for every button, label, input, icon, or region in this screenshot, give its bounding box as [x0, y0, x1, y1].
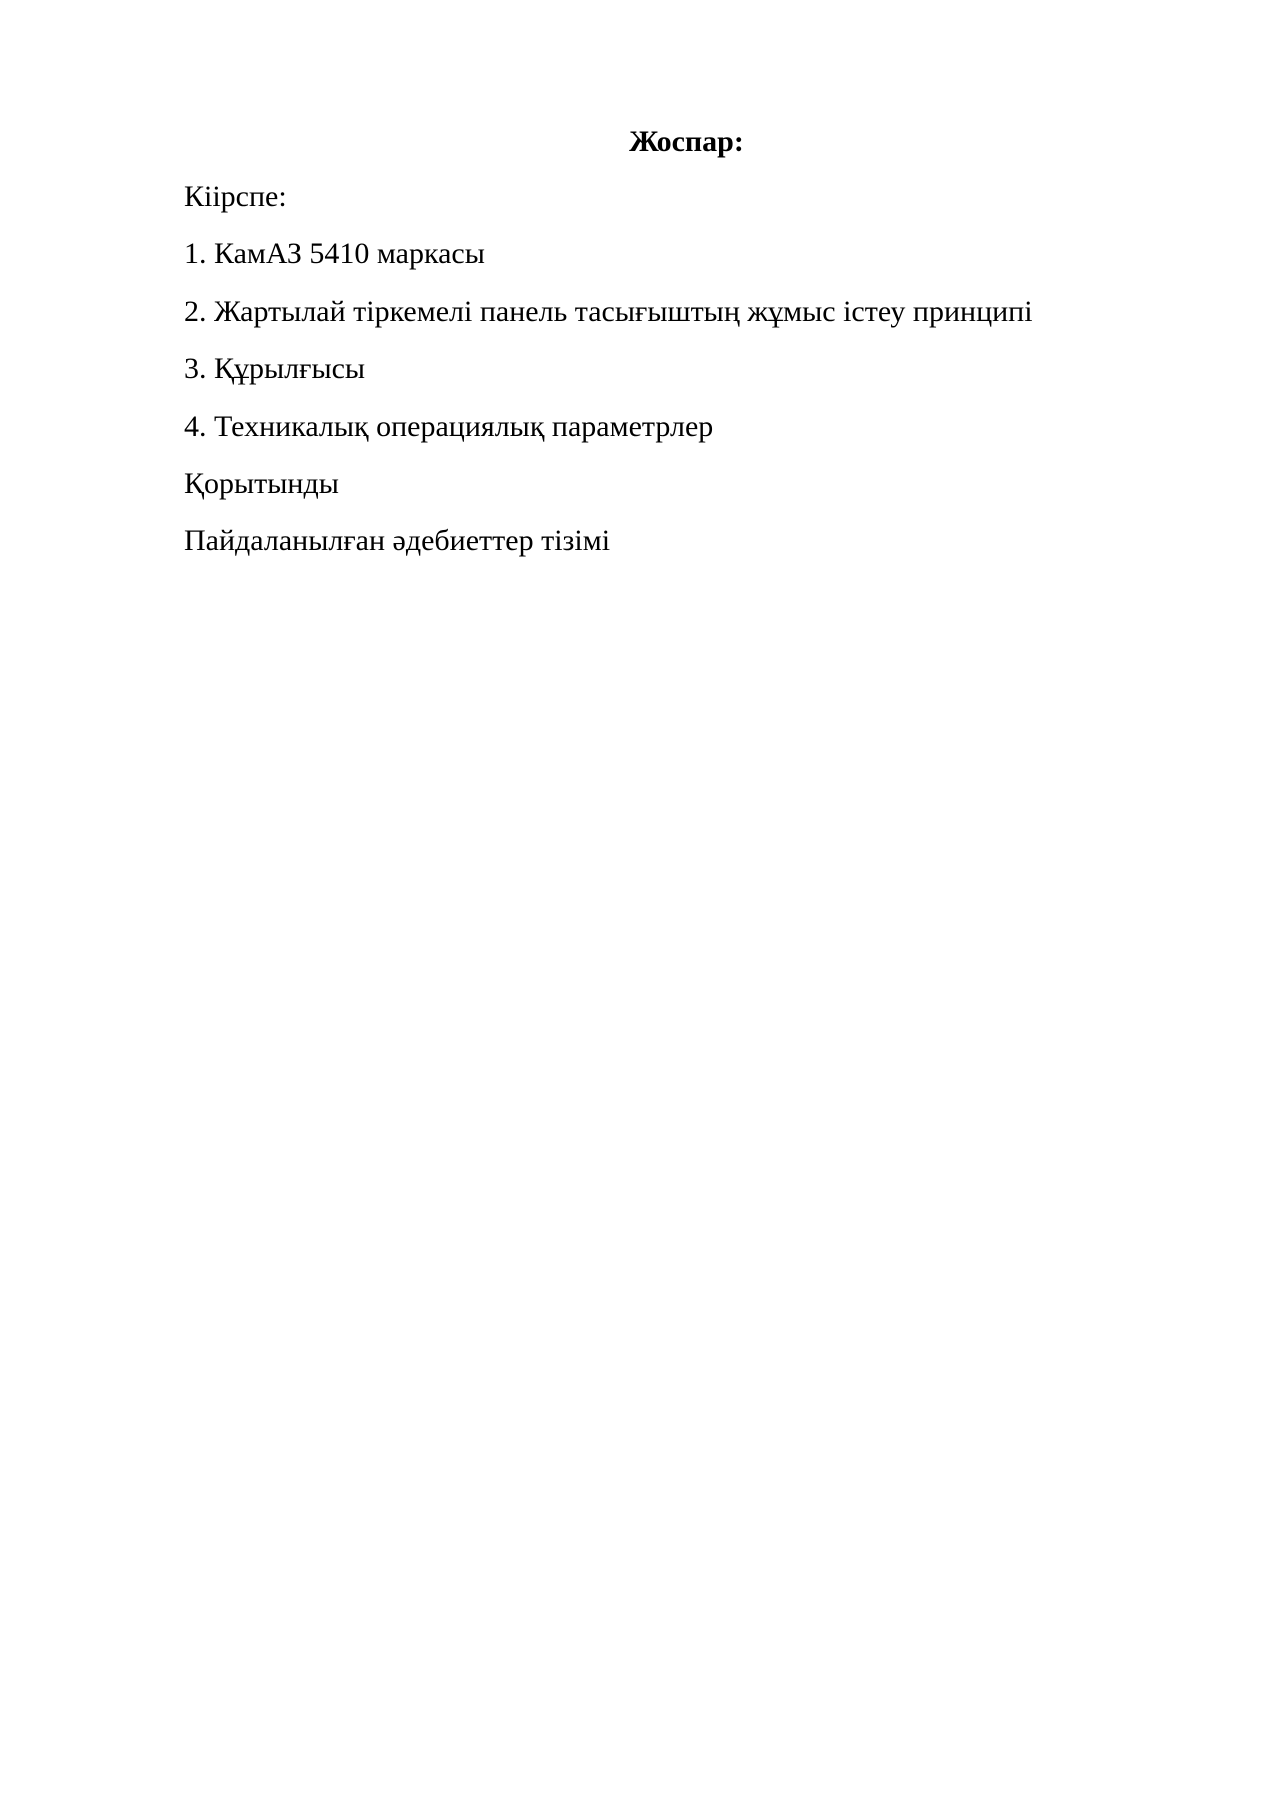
page-title: Жоспар:: [629, 125, 744, 158]
plan-item-1: 1. КамАЗ 5410 маркасы: [184, 237, 485, 271]
plan-item-conclusion: Қорытынды: [184, 466, 339, 500]
plan-item-4: 4. Техникалық операциялық параметрлер: [184, 409, 714, 443]
plan-item-2: 2. Жартылай тіркемелі панель тасығыштың жұмыс істеу принципі: [184, 294, 1033, 328]
plan-item-references: Пайдаланылған әдебиеттер тізімі: [184, 524, 611, 558]
plan-item-3: 3. Құрылғысы: [184, 352, 366, 386]
plan-list: [184, 179, 1184, 581]
plan-item-introduction: Кіірспе:: [184, 180, 287, 213]
